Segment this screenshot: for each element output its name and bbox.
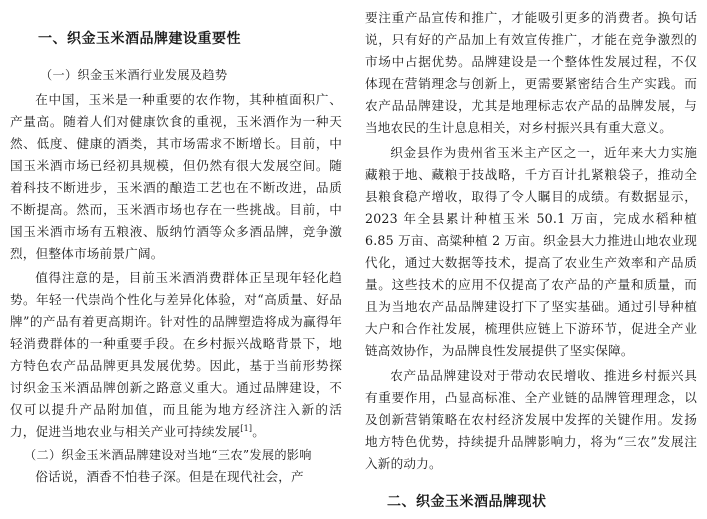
section-2-heading: 二、织金玉米酒品牌现状	[387, 494, 547, 510]
subsection-2-paragraph-2: 织金县作为贵州省玉米主产区之一，近年来大力实施藏粮于地、藏粮于技战略，千方百计扎紧粮袋子，推动全县粮食稳产增收，取得了令人瞩目的成绩。有数据显示，2023 年全县累计种植玉米 50.1 万亩，完成水稻种植 6.85 万亩、高粱种植 2 万亩。织金县大力推进山地农业现代化，通过大数据等技术，提高了农业生产效率和产品质量。这些技术的应用不仅提高了农产品的产量和质量，而且为当地农产品品牌建设打下了坚实基础。通过引导种植大户和合作社发展，梳理供应链上下游环节，促进全产业链高效协作，为品牌良性发展提供了坚实保障。	[365, 145, 697, 358]
subsection-2-paragraph-3: 农产品品牌建设对于带动农民增收、推进乡村振兴具有重要作用，凸显高标准、全产业链的品牌管理理念，以及创新营销策略在农村经济发展中发挥的关键作用。发扬地方特色优势，持续提升品牌影响力，将为“三农”发展注入新的动力。	[365, 368, 697, 471]
subsection-1-paragraph-1: 在中国，玉米是一种重要的农作物，其种植面积广、产量高。随着人们对健康饮食的重视，玉米酒作为一种天然、低度、健康的酒类，其市场需求不断增长。目前，中国玉米酒市场已经初具规模，但仍然有很大发展空间。随着科技不断进步，玉米酒的酿造工艺也在不断改进，品质不断提高。然而，玉米酒市场也存在一些挑战。目前，中国玉米酒市场有五粮液、版纳竹酒等众多酒品牌，竞争激烈，但整体市场前景广阔。	[10, 92, 342, 261]
paragraph-2-end: 。	[252, 424, 266, 439]
subsection-2-heading: （二）织金玉米酒品牌建设对当地“三农”发展的影响	[24, 448, 312, 462]
subsection-2-paragraph-1-start: 俗话说，酒香不怕巷子深。但是在现代社会，产	[35, 469, 304, 484]
subsection-1-heading: （一）织金玉米酒行业发展及趋势	[40, 68, 228, 82]
right-column	[365, 0, 697, 511]
subsection-2-paragraph-1-continued: 要注重产品宣传和推广，才能吸引更多的消费者。换句话说，只有好的产品加上有效宣传推广，才能在竞争激烈的市场中占据优势。品牌建设是一个整体性发展过程，不仅体现在营销理念与创新上，更需要紧密结合生产实践。而农产品品牌建设，尤其是地理标志农产品的品牌发展，与当地农民的生计息息相关，对乡村振兴具有重大意义。	[365, 10, 697, 135]
paragraph-2-text: 值得注意的是，目前玉米酒消费群体正呈现年轻化趋势。年轻一代崇尚个性化与差异化体验，对“高质量、好品牌”的产品有着更高期许。针对性的品牌塑造将成为赢得年轻消费群体的一种重要手段。在乡村振兴战略背景下，地方特色农产品品牌更具发展优势。因此，基于当前形势探讨织金玉米酒品牌创新之路意义重大。通过品牌建设，不仅可以提升产品附加值，而且能为地方经济注入新的活力，促进当地农业与相关产业可持续发展	[10, 270, 342, 439]
left-column	[10, 0, 342, 488]
citation-1: [1]	[240, 423, 253, 433]
section-1-heading: 一、织金玉米酒品牌建设重要性	[38, 31, 241, 47]
subsection-1-paragraph-2	[10, 267, 342, 443]
